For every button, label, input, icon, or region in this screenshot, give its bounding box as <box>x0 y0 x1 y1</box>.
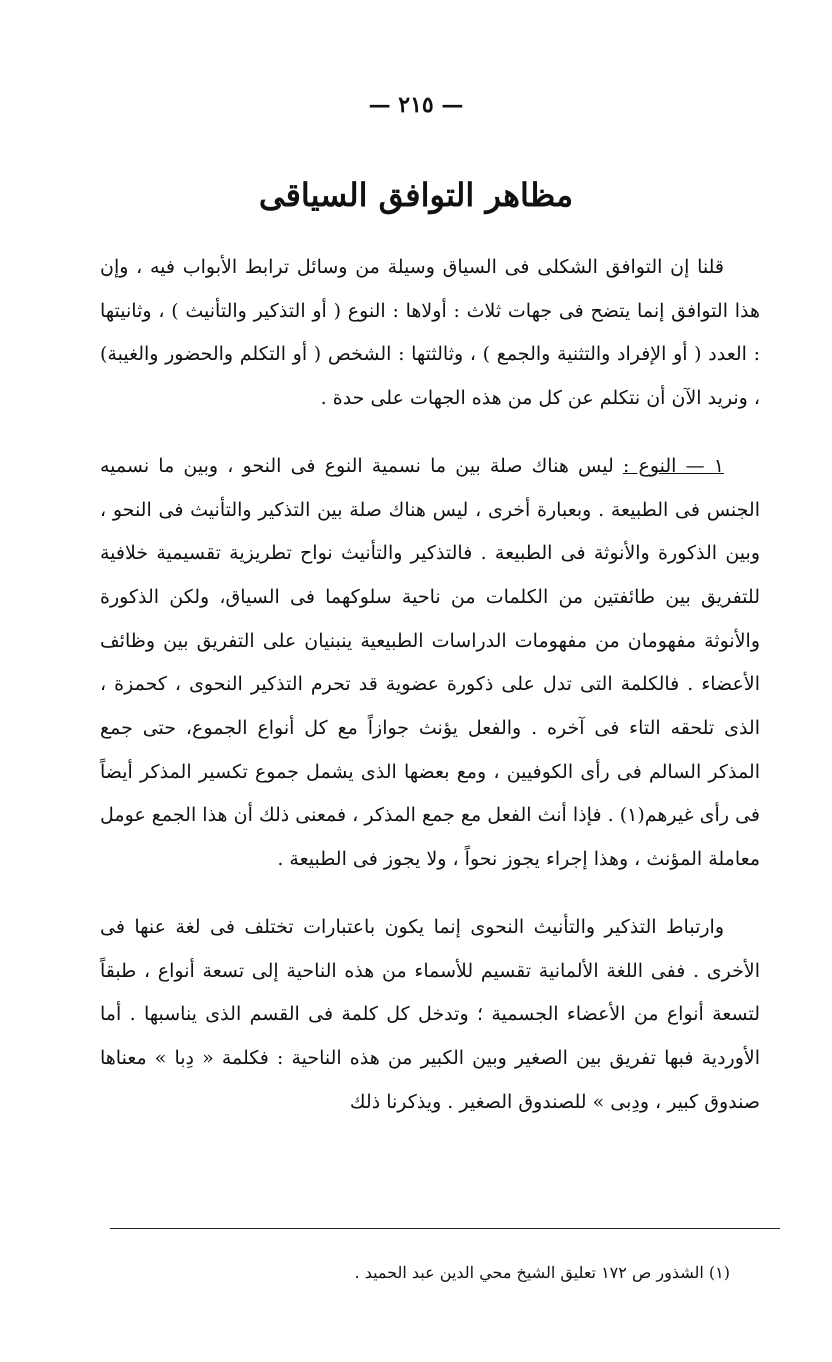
paragraph-gender-lead: ١ — النوع : <box>622 454 724 477</box>
section-heading: مظاهر التوافق السياقى <box>258 176 574 214</box>
paragraph-intro-text: قلنا إن التوافق الشكلى فى السياق وسيلة من وسائل ترابط الأبواب فيه ، وإن هذا التوافق إنما يتضح فى جهات ثلاث : أولاها : النوع ( أو التذكير والتأنيث ) ، وثانيتها : العدد ( أو الإفراد والتثنية والجمع ) ، وثالثتها : الشخص ( أو التكلم والحضور والغيبة) ، ونريد الآن أن نتكلم عن كل من هذه الجهات على حدة . <box>100 256 760 410</box>
paragraph-intro <box>100 246 760 421</box>
body-text <box>100 246 760 1124</box>
paragraph-gender-text: ليس هناك صلة بين ما نسمية النوع فى النحو ، وبين ما نسميه الجنس فى الطبيعة . وبعبارة أخرى ، ليس هناك صلة بين التذكير والتأنيث فى النحو ، وبين الذكورة والأنوثة فى الطبيعة . فالتذكير والتأنيث نواح تطريزية تقسيمية خلافية للتفريق بين طائفتين من الكلمات من ناحية سلوكهما فى السياق، ولكن الذكورة والأنوثة مفهومان من مفهومات الدراسات الطبيعية ينبنيان على التفريق بين وظائف الأعضاء . فالكلمة التى تدل على ذكورة عضوية قد تحرم التذكير النحوى ، كحمزة ، الذى تلحقه التاء فى آخره . والفعل يؤنث جوازاً مع كل أنواع الجموع، حتى جمع المذكر السالم فى رأى الكوفيين ، ومع بعضها الذى يشمل جموع تكسير المذكر أيضاً فى رأى غيرهم(١) . فإذا أنث الفعل مع جمع المذكر ، فمعنى ذلك أن هذا الجمع عومل معاملة المؤنث ، وهذا إجراء يجوز نحواً ، ولا يجوز فى الطبيعة . <box>100 454 760 871</box>
paragraph-languages <box>100 906 760 1125</box>
footnote: (١) الشذور ص ١٧٢ تعليق الشيخ محي الدين عبد الحميد . <box>354 1263 730 1282</box>
page-number: — ٢١٥ — <box>368 92 464 118</box>
paragraph-gender <box>100 445 760 882</box>
footnote-divider <box>110 1228 780 1229</box>
paragraph-languages-text: وارتباط التذكير والتأنيث النحوى إنما يكون باعتبارات تختلف فى لغة عنها فى الأخرى . ففى اللغة الألمانية تقسيم للأسماء من هذه الناحية إلى تسعة أنواع ، طبقاً لتسعة أنواع من الأعضاء الجسمية ؛ وتدخل كل كلمة فى القسم الذى يناسبها . أما الأوردية فبها تفريق بين الصغير وبين الكبير من هذه الناحية : فكلمة « دِبا » معناها صندوق كبير ، ودِبى » للصندوق الصغير . ويذكرنا ذلك <box>100 915 760 1113</box>
